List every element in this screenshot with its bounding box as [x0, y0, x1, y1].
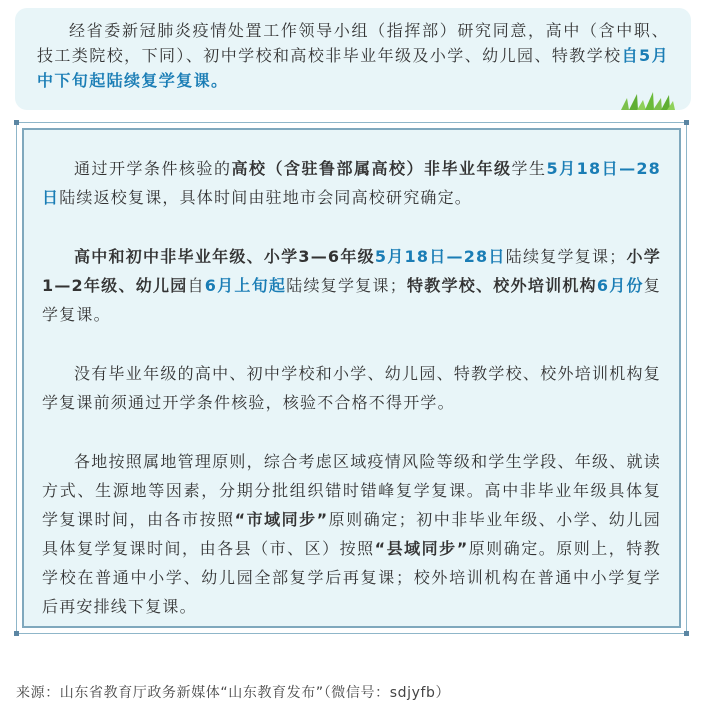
summary-text: 经省委新冠肺炎疫情处置工作领导小组（指挥部）研究同意，高中（含中职、技工类院校，下同）、初中学校和高校非毕业年级及小学、幼儿园、特教学校自5月中下旬起陆续复学复课。: [37, 21, 669, 90]
paragraph-verification: 没有毕业年级的高中、初中学校和小学、幼儿园、特教学校、校外培训机构复学复课前须通过开学条件核验，核验不合格不得开学。: [42, 364, 661, 412]
corner-decoration: [684, 120, 689, 125]
grass-decoration-icon: [617, 92, 677, 110]
corner-decoration: [14, 631, 19, 636]
corner-decoration: [684, 631, 689, 636]
notice-panel: [22, 128, 681, 628]
summary-card: [15, 8, 691, 110]
paragraph-universities: 通过开学条件核验的高校（含驻鲁部属高校）非毕业年级学生5月18日—28日陆续返校复课，具体时间由驻地市会同高校研究确定。: [42, 159, 662, 207]
source-credit: 来源：山东省教育厅政务新媒体“山东教育发布”（微信号：sdjyfb）: [16, 685, 451, 701]
paragraph-local-management: 各地按照属地管理原则，综合考虑区域疫情风险等级和学生学段、年级、就读方式、生源地等因素，分期分批组织错时错峰复学复课。高中非毕业年级具体复学复课时间，由各市按照“市域同步”原则确定；初中非毕业年级、小学、幼儿园具体复学复课时间，由各县（市、区）按照“县域同步”原则确定。原则上，特教学校在普通中小学、幼儿园全部复学后再复课；校外培训机构在普通中小学复学后再安排线下复课。: [42, 452, 662, 616]
notice-content: [42, 154, 661, 621]
corner-decoration: [14, 120, 19, 125]
summary-highlight: 自5月中下旬起陆续复学复课。: [37, 46, 669, 90]
paragraph-schedule: 高中和初中非毕业年级、小学3—6年级5月18日—28日陆续复学复课；小学1—2年级、幼儿园自6月上旬起陆续复学复课；特教学校、校外培训机构6月份复学复课。: [42, 247, 662, 324]
notice-frame: [16, 122, 687, 634]
